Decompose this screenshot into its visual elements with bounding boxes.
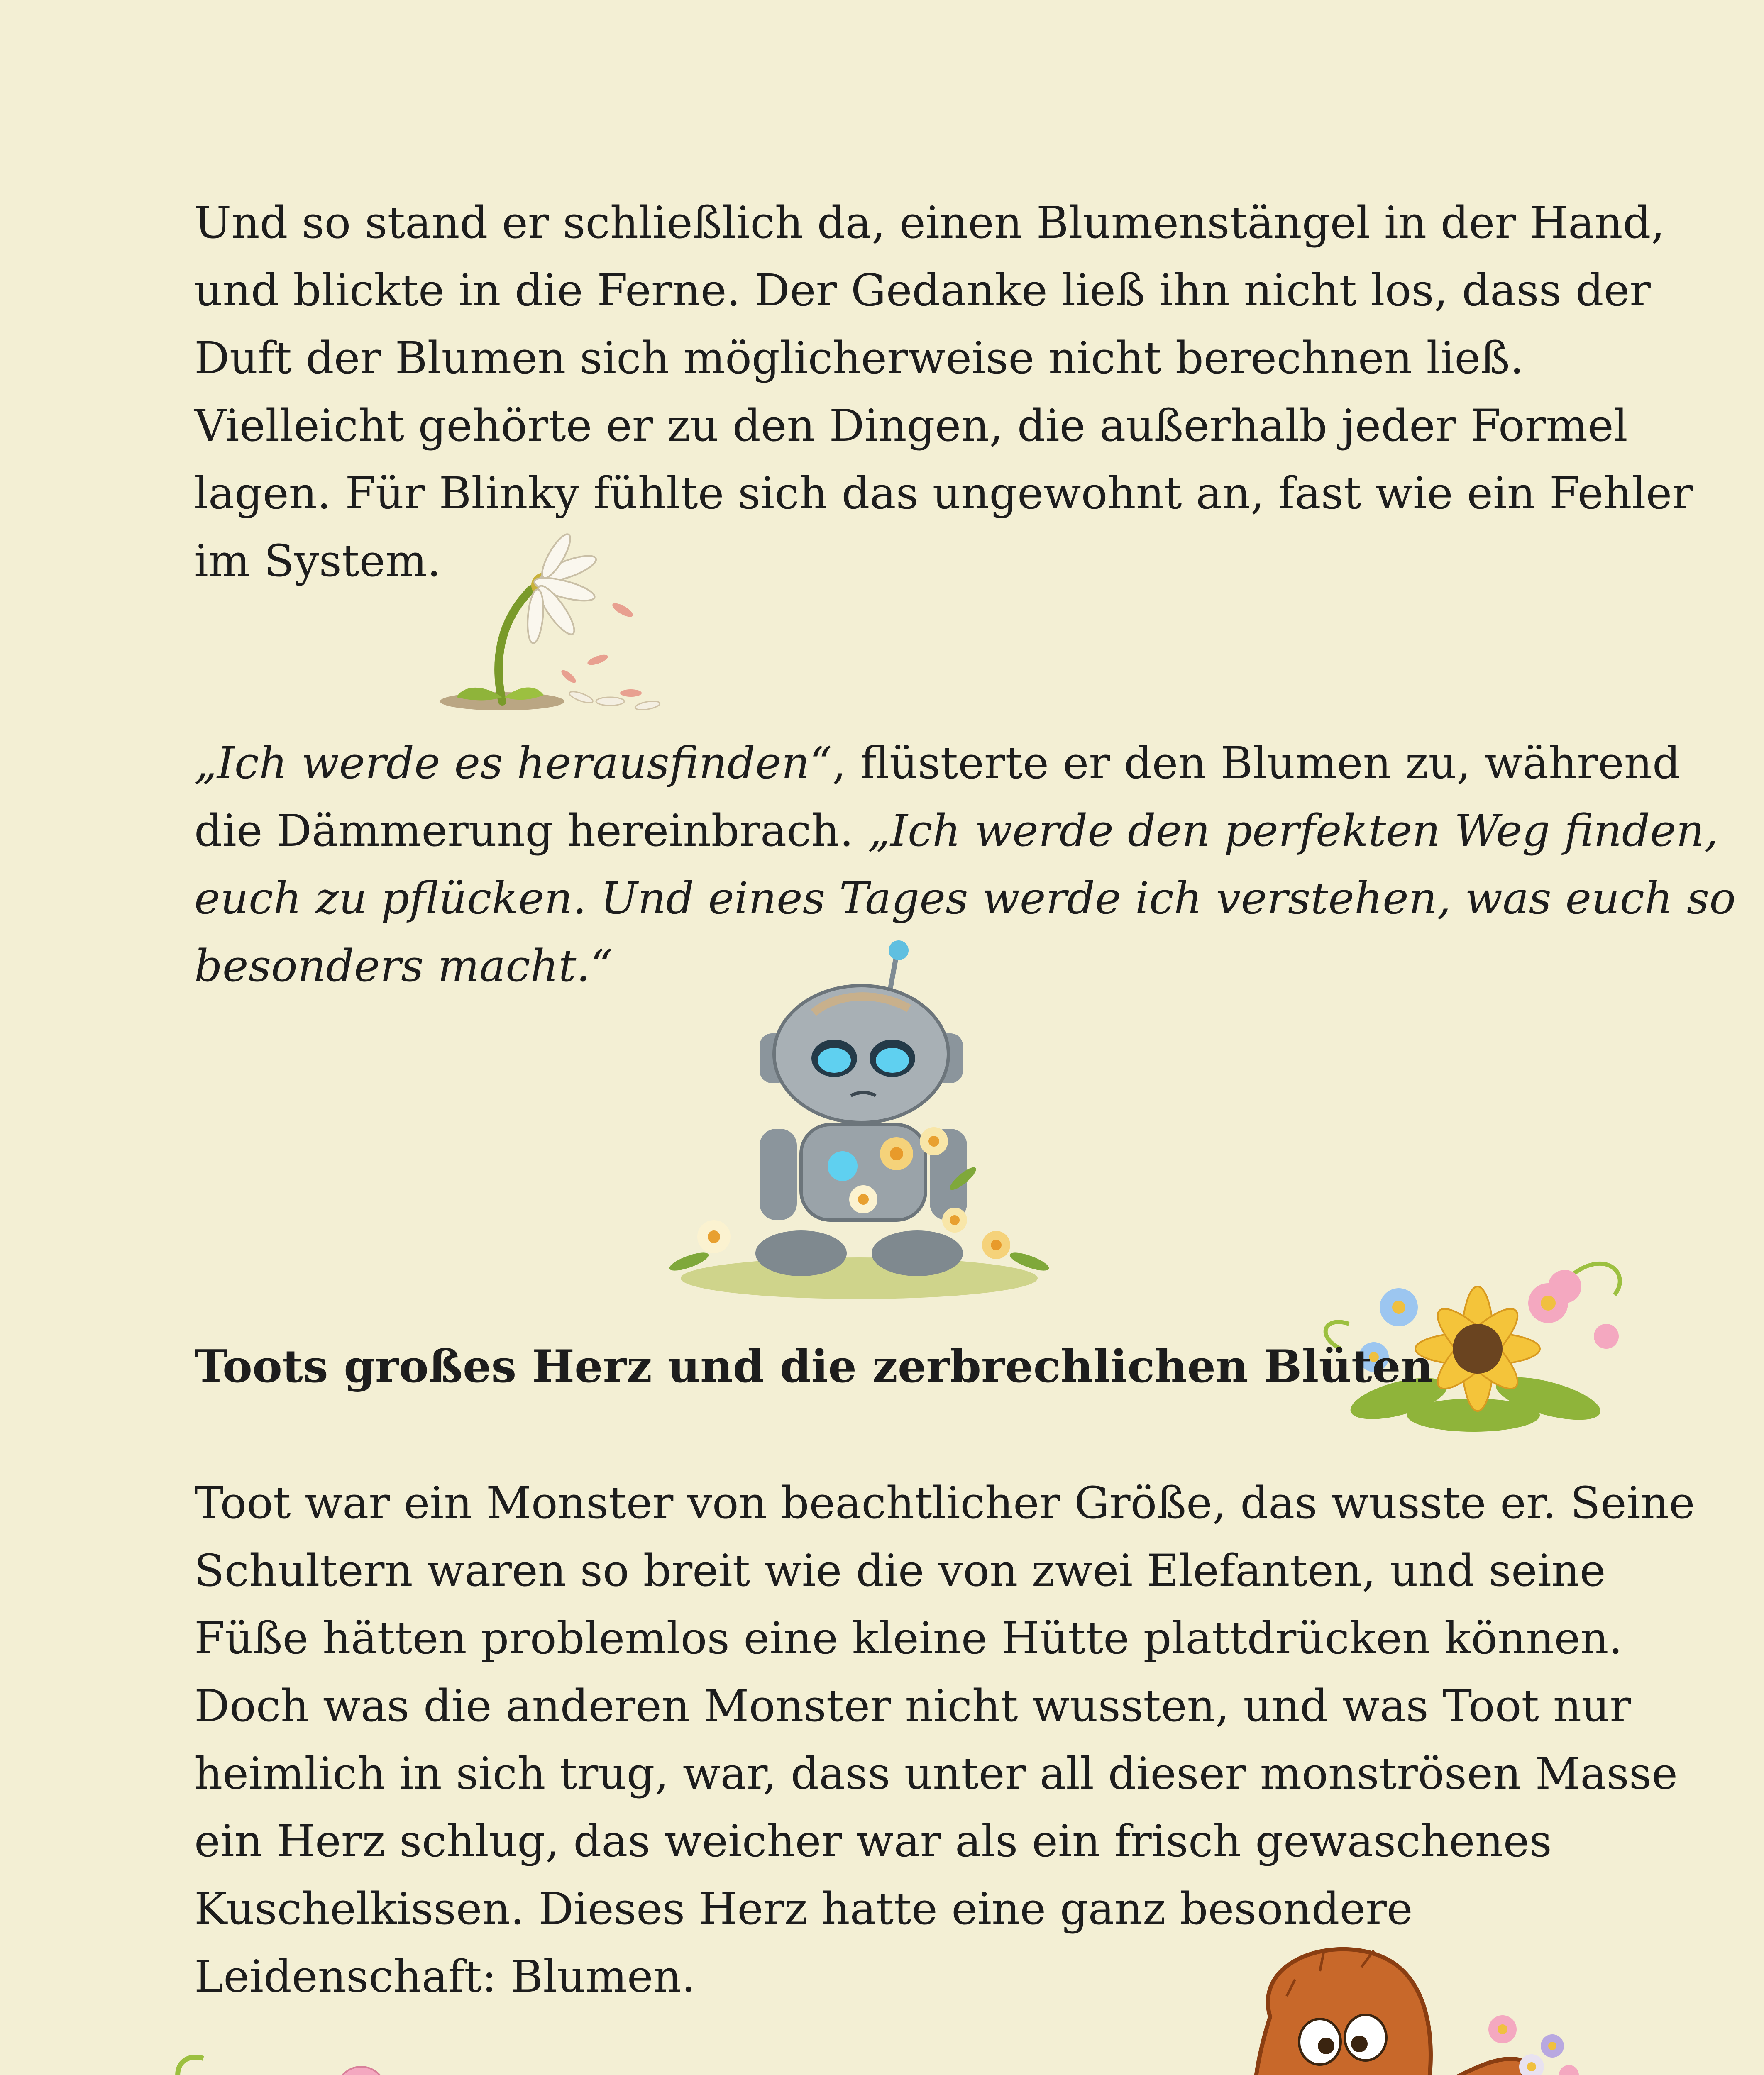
paragraph-3	[194, 1469, 1695, 2010]
quote-text: „Ich werde es herausfinden“	[194, 737, 832, 788]
wilted-daisy-illustration	[432, 527, 664, 726]
text-line: Leidenschaft: Blumen.	[194, 1951, 696, 2002]
text-line: im System.	[194, 535, 441, 586]
sad-robot-illustration	[664, 930, 1058, 1303]
flower-bouquet-illustration	[158, 2034, 664, 2075]
section-heading: Toots großes Herz und die zerbrechlichen Blüten	[194, 1340, 1434, 1393]
orange-monster-illustration	[1212, 1934, 1598, 2075]
text-line: Toot war ein Monster von beachtlicher Größe, das wusste er. Seine	[194, 1477, 1695, 1528]
text-line: Vielleicht gehörte er zu den Dingen, die außerhalb jeder Formel	[194, 400, 1628, 451]
paragraph-1	[194, 189, 1693, 595]
quote-text: „Ich werde den perfekten Weg finden,	[867, 805, 1719, 856]
quote-text: euch zu pflücken. Und eines Tages werde ich verstehen, was euch so	[194, 873, 1736, 924]
text-line: Duft der Blumen sich möglicherweise nicht berechnen ließ.	[194, 332, 1524, 383]
narration-text: die Dämmerung hereinbrach.	[194, 805, 868, 856]
text-line: lagen. Für Blinky fühlte sich das ungewohnt an, fast wie ein Fehler	[194, 468, 1693, 519]
text-line: Kuschelkissen. Dieses Herz hatte eine ganz besondere	[194, 1883, 1413, 1934]
text-line: Und so stand er schließlich da, einen Blumenstängel in der Hand,	[194, 197, 1665, 248]
text-line: Füße hätten problemlos eine kleine Hütte plattdrücken können.	[194, 1613, 1623, 1664]
text-line: ein Herz schlug, das weicher war als ein frisch gewaschenes	[194, 1816, 1552, 1867]
text-line	[194, 729, 1681, 797]
text-line: Schultern waren so breit wie die von zwei Elefanten, und seine	[194, 1545, 1606, 1596]
text-line: und blickte in die Ferne. Der Gedanke ließ ihn nicht los, dass der	[194, 265, 1651, 316]
text-line	[194, 797, 1719, 864]
quote-text: besonders macht.“	[194, 940, 613, 991]
narration-text: , flüsterte er den Blumen zu, während	[832, 737, 1681, 788]
text-line: Doch was die anderen Monster nicht wussten, und was Toot nur	[194, 1680, 1631, 1731]
text-line: heimlich in sich trug, war, dass unter all dieser monströsen Masse	[194, 1748, 1678, 1799]
